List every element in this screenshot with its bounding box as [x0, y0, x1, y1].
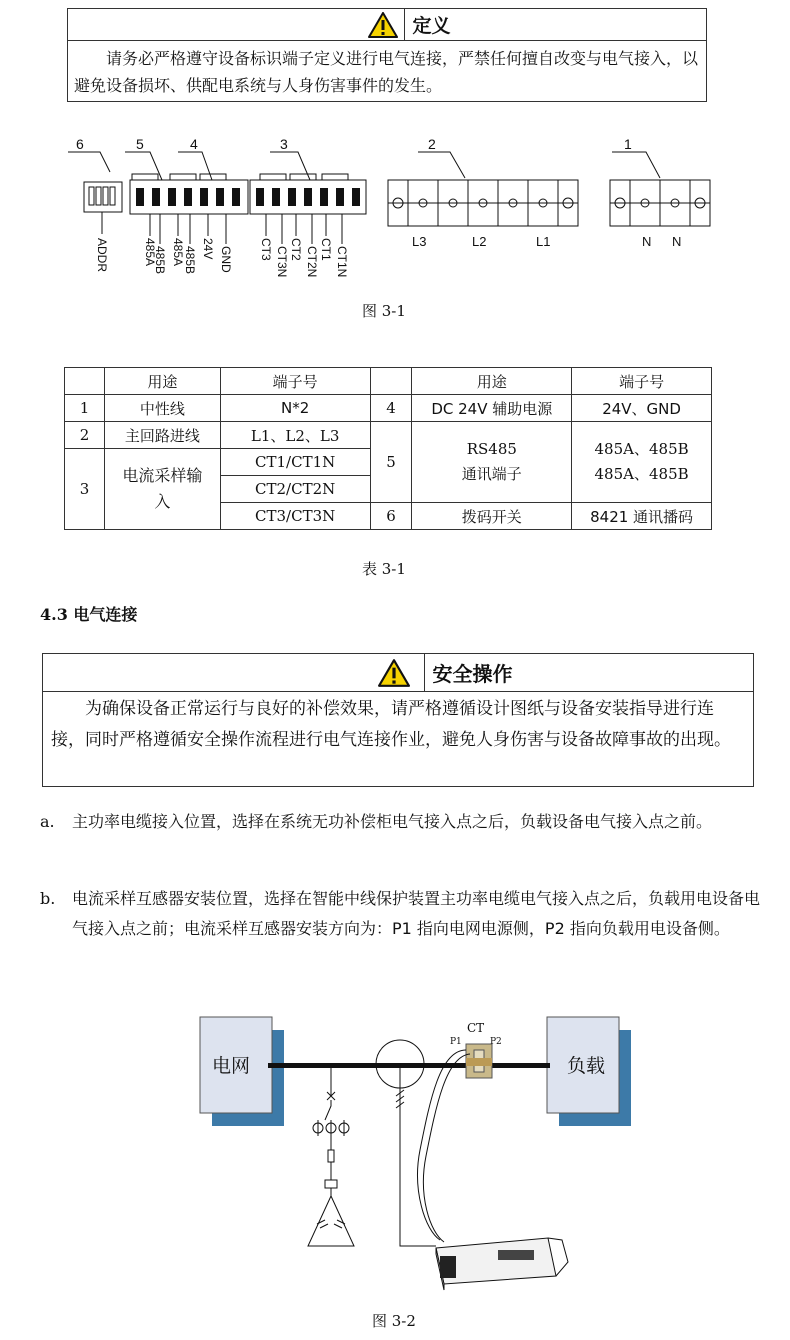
item-text: 电流采样互感器安装位置，选择在智能中线保护装置主功率电缆电气接入点之后，负载用电设备电气接入点之前；电流采样互感器安装方向为：P1 指向电网电源侧，P2 指向负载用电设备侧。 [72, 889, 761, 938]
header-terminal-2: 端子号 [572, 368, 712, 395]
row-number: 4 [370, 395, 412, 422]
ct-signal-cable [418, 1050, 470, 1242]
table-caption-3-1: 表 3-1 [362, 560, 406, 578]
label-485b-1: 485B [153, 246, 167, 275]
row-terminal: L1、L2、L3 [220, 422, 370, 449]
definition-title: 定义 [404, 9, 707, 40]
figure-caption-3-2: 图 3-2 [372, 1312, 416, 1330]
definition-notice [67, 8, 707, 102]
safety-title: 安全操作 [424, 654, 754, 691]
comm-terminal-label: 通讯端子 [461, 465, 522, 483]
row-number: 5 [370, 422, 412, 503]
p2-label: P2 [490, 1037, 502, 1047]
label-ct1: CT1 [319, 238, 333, 261]
row-terminal: CT3/CT3N [220, 503, 370, 530]
row-use: 中性线 [104, 395, 220, 422]
main-bus [268, 1063, 550, 1068]
table-row [65, 395, 712, 422]
protection-device [436, 1238, 568, 1290]
row-use: 电流采样输入 [104, 449, 220, 530]
warning-icon [364, 654, 424, 691]
definition-text: 请务必严格遵守设备标识端子定义进行电气连接，严禁任何擅自改变与电气接入，以避免设备损坏、供配电系统与人身伤害事件的发生。 [74, 49, 699, 95]
row-terminal [572, 422, 712, 503]
table-row [65, 422, 712, 449]
wiring-diagram [0, 1005, 790, 1300]
item-marker: a. [40, 812, 55, 831]
callout-5: 5 [136, 136, 144, 152]
item-marker: b. [40, 889, 56, 908]
label-l2: L2 [472, 234, 487, 249]
safety-text: 为确保设备正常运行与良好的补偿效果，请严格遵循设计图纸与设备安装指导进行连接，同时严格遵循安全操作流程进行电气连接作业，避免人身伤害与设备故障事故的出现。 [51, 699, 731, 750]
callout-6: 6 [76, 136, 84, 152]
label-ct3n: CT3N [275, 246, 289, 278]
row-use: DC 24V 辅助电源 [412, 395, 572, 422]
safety-notice [42, 653, 754, 787]
terminal-diagram [0, 130, 790, 290]
figure-caption-3-1: 图 3-1 [362, 302, 406, 320]
section-heading: 4.3 电气连接 [40, 605, 138, 624]
callout-3: 3 [280, 136, 288, 152]
current-transformer [466, 1044, 492, 1078]
row-terminal: CT2/CT2N [220, 476, 370, 503]
warning-icon [362, 9, 404, 40]
label-l3: L3 [412, 234, 427, 249]
header-terminal-1: 端子号 [220, 368, 370, 395]
compensation-branch [308, 1068, 354, 1246]
terminal-table [64, 367, 712, 530]
list-item [40, 884, 760, 944]
callout-2: 2 [428, 136, 436, 152]
p1-label: P1 [450, 1037, 462, 1047]
header-use-1: 用途 [104, 368, 220, 395]
grid-label: 电网 [212, 1055, 251, 1077]
row-terminal: 24V、GND [572, 395, 712, 422]
label-485a-1: 485A [143, 238, 157, 267]
header-use-2: 用途 [412, 368, 572, 395]
row-terminal: N*2 [220, 395, 370, 422]
row-number: 1 [65, 395, 105, 422]
label-ct1n: CT1N [335, 246, 349, 278]
row-number: 6 [370, 503, 412, 530]
label-ct2: CT2 [289, 238, 303, 261]
list-item [40, 807, 760, 837]
terminal-485-1: 485A、485B [594, 440, 689, 458]
row-number: 3 [65, 449, 105, 530]
terminal-485-2: 485A、485B [594, 465, 689, 483]
label-ct3: CT3 [259, 238, 273, 261]
label-ct2n: CT2N [305, 246, 319, 278]
row-use: 主回路进线 [104, 422, 220, 449]
row-number: 2 [65, 422, 105, 449]
row-use [412, 422, 572, 503]
label-24v: 24V [201, 238, 215, 260]
ct-label: CT [467, 1021, 485, 1035]
row-use: 拨码开关 [412, 503, 572, 530]
row-terminal: 8421 通讯播码 [572, 503, 712, 530]
callout-4: 4 [190, 136, 198, 152]
label-addr: ADDR [95, 238, 109, 273]
row-terminal: CT1/CT1N [220, 449, 370, 476]
callout-1: 1 [624, 136, 632, 152]
label-485a-2: 485A [171, 238, 185, 267]
table-header-row [65, 368, 712, 395]
label-485b-2: 485B [183, 246, 197, 275]
rs485-label: RS485 [466, 440, 517, 458]
label-n-1: N [642, 234, 652, 249]
label-gnd: GND [219, 246, 233, 273]
label-l1: L1 [536, 234, 551, 249]
load-label: 负载 [567, 1055, 606, 1077]
power-cable [400, 1068, 436, 1246]
item-text: 主功率电缆接入位置，选择在系统无功补偿柜电气接入点之后，负载设备电气接入点之前。 [72, 812, 713, 831]
label-n-2: N [672, 234, 682, 249]
